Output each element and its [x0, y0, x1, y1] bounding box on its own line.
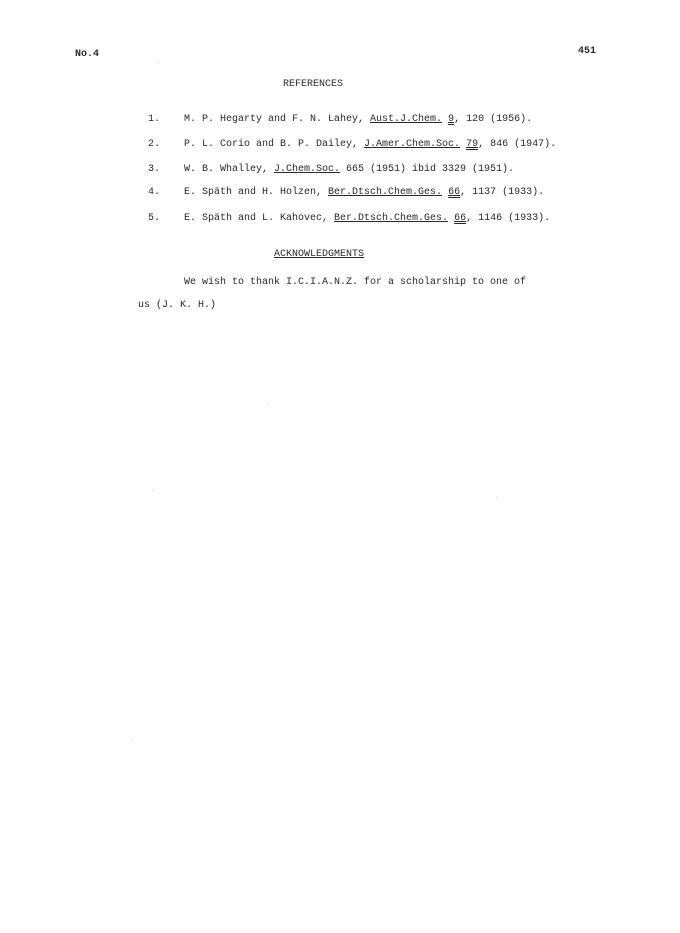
journal-issue: No.4	[75, 49, 100, 60]
reference-journal: J.Chem.Soc.	[274, 164, 341, 175]
reference-entry	[184, 213, 550, 224]
page-number: 451	[578, 46, 597, 57]
acknowledgments-text-line-2: us (J. K. H.)	[138, 300, 217, 311]
reference-entry	[184, 139, 556, 150]
scan-speck	[152, 490, 153, 491]
reference-details: , 1137 (1933).	[460, 187, 545, 198]
reference-volume: 9	[448, 114, 455, 125]
reference-authors: M. P. Hegarty and F. N. Lahey,	[184, 114, 371, 125]
reference-journal: Ber.Dtsch.Chem.Ges.	[328, 187, 443, 198]
reference-details: , 1146 (1933).	[466, 213, 551, 224]
reference-number: 1.	[148, 114, 161, 125]
reference-entry	[184, 187, 544, 198]
acknowledgments-text-line-1: We wish to thank I.C.I.A.N.Z. for a scholarship to one of	[184, 277, 527, 288]
scan-speck	[496, 497, 497, 498]
reference-authors: E. Späth and L. Kahovec,	[184, 213, 335, 224]
scan-speck	[131, 739, 132, 740]
reference-entry	[184, 114, 532, 125]
reference-details: , 846 (1947).	[478, 139, 557, 150]
acknowledgments-heading: ACKNOWLEDGMENTS	[274, 249, 365, 260]
reference-number: 4.	[148, 187, 161, 198]
reference-journal: J.Amer.Chem.Soc.	[364, 139, 461, 150]
reference-number: 2.	[148, 139, 161, 150]
reference-authors: E. Späth and H. Holzen,	[184, 187, 329, 198]
reference-details: 665 (1951) ibid 3329 (1951).	[340, 164, 515, 175]
reference-entry	[184, 164, 514, 175]
reference-volume: 66	[448, 187, 461, 198]
reference-journal: Aust.J.Chem.	[370, 114, 443, 125]
reference-journal: Ber.Dtsch.Chem.Ges.	[334, 213, 449, 224]
reference-volume: 66	[454, 213, 467, 224]
reference-authors: W. B. Whalley,	[184, 164, 275, 175]
scan-speck	[157, 62, 158, 63]
scan-speck	[268, 404, 269, 405]
reference-authors: P. L. Corio and B. P. Dailey,	[184, 139, 365, 150]
reference-number: 5.	[148, 213, 161, 224]
reference-details: , 120 (1956).	[454, 114, 533, 125]
reference-volume: 79	[466, 139, 479, 150]
reference-number: 3.	[148, 164, 161, 175]
references-heading: REFERENCES	[283, 79, 344, 90]
